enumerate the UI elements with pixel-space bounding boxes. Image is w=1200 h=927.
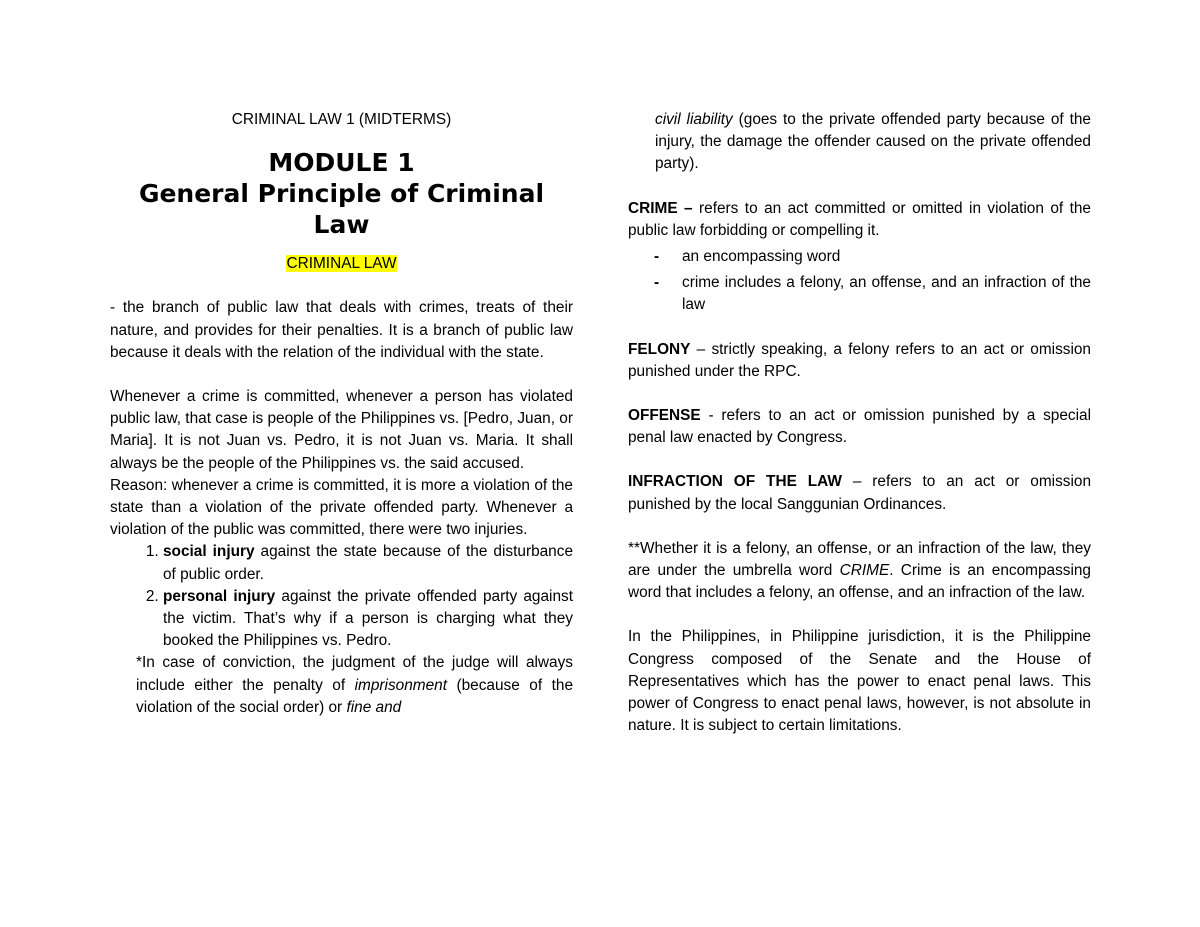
injury-text: against the private offended party against the victim. That’s why if a person is charging what they booked the Philippines vs. Pedro.	[163, 587, 573, 650]
conviction-imprisonment: imprisonment	[354, 676, 447, 694]
injuries-list	[110, 541, 573, 652]
injury-term: personal injury	[163, 587, 276, 605]
section-heading-label: CRIMINAL LAW	[286, 255, 397, 273]
civil-term: civil liability	[655, 111, 733, 128]
right-column	[628, 109, 1091, 737]
injury-text: against the state because of the disturbance of public order.	[163, 543, 573, 583]
crime-term: CRIME –	[628, 199, 693, 217]
infraction-term: INFRACTION OF THE LAW	[628, 473, 842, 491]
list-item	[628, 246, 1091, 268]
dash-bullet-icon: -	[654, 248, 660, 266]
crime-text: refers to an act committed or omitted in violation of the public law forbidding or compelling it.	[628, 199, 1091, 239]
felony-term: FELONY	[628, 340, 691, 358]
spacer	[628, 449, 1091, 471]
whenever-paragraph: Whenever a crime is committed, whenever a person has violated public law, that case is people of the Philippines vs. [Pedro, Juan, or Maria]. It is not Juan vs. Pedro, it is not Juan vs. Maria. It shall always be the people of the Philippines vs. the said accused.	[110, 388, 573, 472]
infraction-text: – refers to an act or omission punished by the local Sanggunian Ordinances.	[628, 473, 1091, 513]
list-item	[163, 541, 573, 585]
section-heading	[110, 253, 573, 275]
spacer	[628, 604, 1091, 626]
conviction-text-a: *In case of conviction, the judgment of the judge will always include either the penalty of	[136, 654, 573, 694]
spacer	[628, 516, 1091, 538]
reason-paragraph: Reason: whenever a crime is committed, it is more a violation of the state than a violation of the private offended party. Whenever a violation of the public was committed, there were two injuries.	[110, 476, 573, 539]
spacer	[628, 321, 1091, 339]
philippines-paragraph: In the Philippines, in Philippine jurisdiction, it is the Philippine Congress composed of the Senate and the House of Representatives which has the power to enact penal laws. This power of Congress to enact penal laws, however, is not absolute in nature. It is subject to certain limitations.	[628, 628, 1091, 735]
crime-paragraph	[628, 198, 1091, 242]
civil-text: (goes to the private offended party because of the injury, the damage the offender caused on the private offended party).	[655, 111, 1091, 173]
bullet-text: crime includes a felony, an offense, and an infraction of the law	[682, 274, 1091, 314]
felony-paragraph	[628, 339, 1091, 383]
left-column	[110, 109, 573, 719]
offense-term: OFFENSE	[628, 407, 701, 425]
conviction-fine: fine and	[346, 698, 402, 716]
umbrella-text-b: . Crime is an encompassing word that includes a felony, an offense, and an infraction of the law.	[628, 562, 1091, 602]
crime-bullet-list	[628, 246, 1091, 317]
civil-liability-paragraph	[628, 109, 1091, 176]
spacer	[110, 364, 573, 386]
list-item	[628, 272, 1091, 316]
offense-paragraph	[628, 405, 1091, 449]
spacer	[628, 176, 1091, 198]
spacer	[628, 383, 1091, 405]
dash-bullet-icon: -	[654, 274, 660, 292]
list-item	[163, 586, 573, 653]
infraction-paragraph	[628, 471, 1091, 515]
umbrella-paragraph	[628, 538, 1091, 605]
module-title	[110, 147, 573, 240]
felony-text: – strictly speaking, a felony refers to an act or omission punished under the RPC.	[628, 340, 1091, 380]
course-title: CRIMINAL LAW 1 (MIDTERMS)	[231, 111, 452, 128]
conviction-paragraph	[110, 652, 573, 719]
conviction-text-b: (because of the violation of the social order) or	[136, 676, 574, 716]
definition-paragraph: - the branch of public law that deals with crimes, treats of their nature, and provides for their penalties. It is a branch of public law because it deals with the relation of the individual with the state.	[110, 299, 573, 361]
injury-term: social injury	[163, 543, 255, 561]
module-subject: General Principle of Criminal Law	[138, 179, 545, 240]
offense-text: - refers to an act or omission punished by a special penal law enacted by Congress.	[628, 407, 1091, 447]
module-number: MODULE 1	[268, 148, 415, 178]
spacer	[110, 275, 573, 297]
umbrella-text-a: **Whether it is a felony, an offense, or an infraction of the law, they are under the umbrella word	[628, 539, 1091, 580]
umbrella-crime: CRIME	[839, 562, 890, 580]
bullet-text: an encompassing word	[682, 248, 841, 266]
